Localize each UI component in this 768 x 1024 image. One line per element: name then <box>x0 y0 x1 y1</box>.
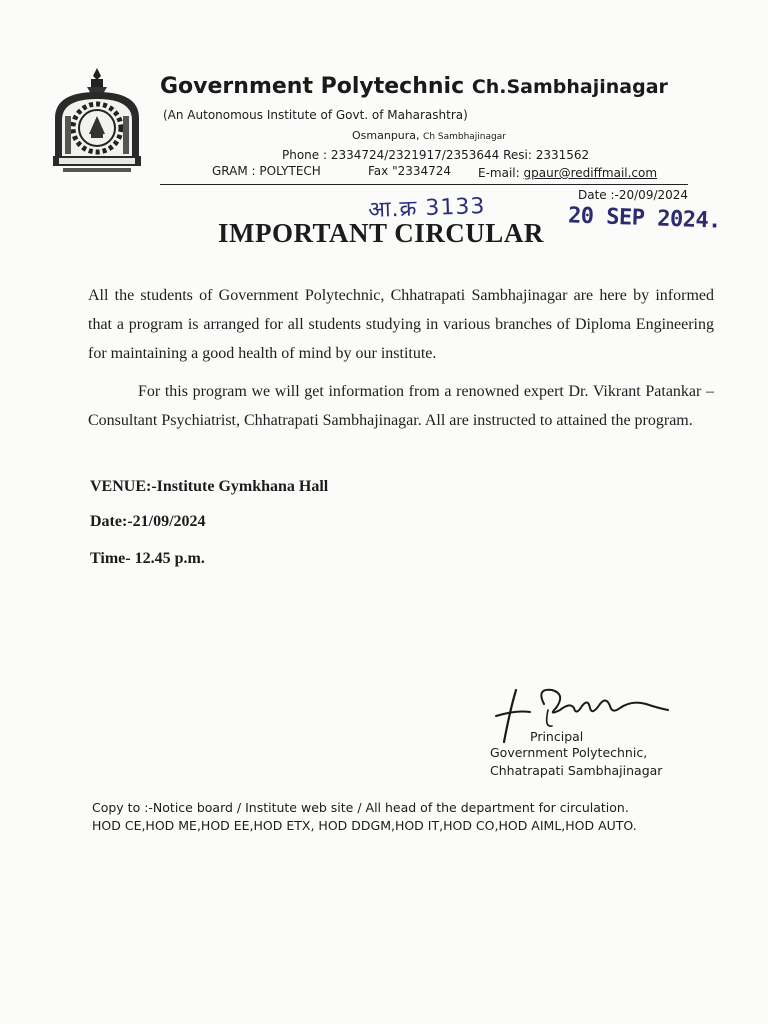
institute-logo <box>47 66 147 176</box>
received-date-stamp: 20 SEP 2024. <box>567 203 722 234</box>
institute-name-main: Government Polytechnic <box>160 74 465 99</box>
header-divider <box>160 184 688 185</box>
event-date: Date:-21/09/2024 <box>90 513 206 530</box>
signatory-institute: Government Polytechnic, <box>490 745 648 760</box>
institute-email <box>478 166 657 180</box>
event-time: Time- 12.45 p.m. <box>90 550 205 567</box>
institute-address <box>352 129 506 142</box>
address-city: Ch Sambhajinagar <box>423 132 506 142</box>
address-area: Osmanpura, <box>352 129 420 142</box>
inward-number-handwritten: आ.क्र 3133 <box>367 193 486 224</box>
circular-paragraph-1: All the students of Government Polytechnic, Chhatrapati Sambhajinagar are here by informed that a program is arranged for all students studying in various branches of Diploma Engineering for maintaining a good health of mind by our institute. <box>88 287 714 362</box>
signatory-title: Principal <box>530 729 584 744</box>
copy-recipients: HOD CE,HOD ME,HOD EE,HOD ETX, HOD DDGM,HOD IT,HOD CO,HOD AIML,HOD AUTO. <box>92 818 637 833</box>
institute-gram: GRAM : POLYTECH <box>212 164 321 178</box>
signatory-city: Chhatrapati Sambhajinagar <box>490 763 663 778</box>
institute-subtitle: (An Autonomous Institute of Govt. of Maharashtra) <box>163 108 468 122</box>
circular-title: IMPORTANT CIRCULAR <box>218 218 544 248</box>
email-label: E-mail: <box>478 166 520 180</box>
institute-name <box>160 74 668 99</box>
event-venue: VENUE:-Institute Gymkhana Hall <box>90 478 329 495</box>
email-address: gpaur@rediffmail.com <box>523 166 658 180</box>
institute-phone: Phone : 2334724/2321917/2353644 Resi: 2331562 <box>282 148 590 162</box>
institute-city: Ch.Sambhajinagar <box>471 76 668 98</box>
circular-paragraph-2: For this program we will get information from a renowned expert Dr. Vikrant Patankar –Consultant Psychiatrist, Chhatrapati Sambhajinagar. All are instructed to attained the program. <box>88 383 714 429</box>
institute-fax: Fax "2334724 <box>368 164 452 178</box>
copy-to-line: Copy to :-Notice board / Institute web site / All head of the department for circulation. <box>92 800 629 815</box>
circular-date: Date :-20/09/2024 <box>578 188 689 202</box>
